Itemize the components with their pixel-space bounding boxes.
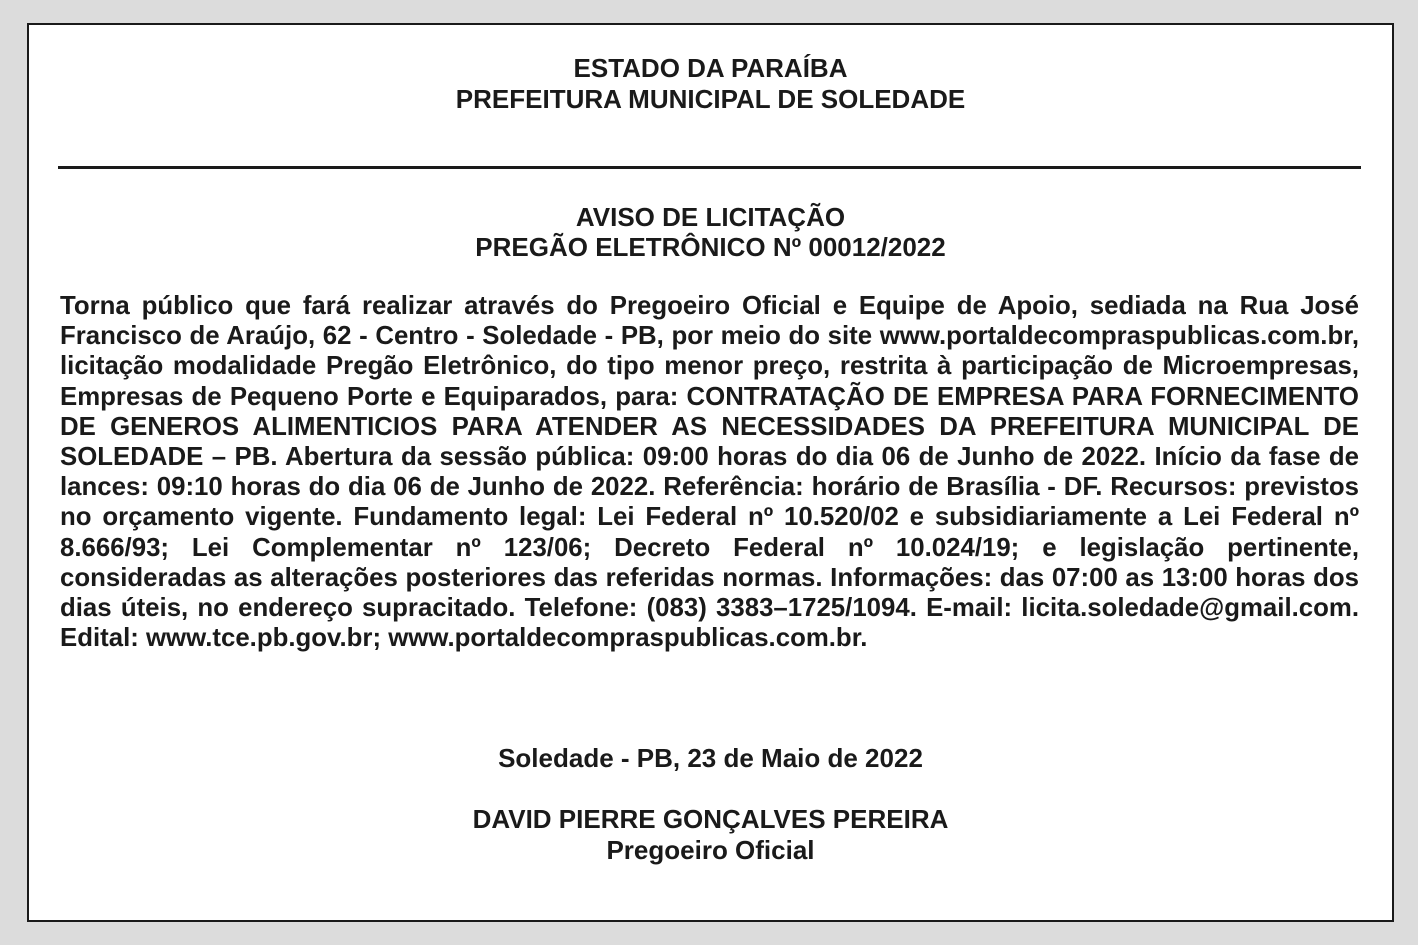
place-date: Soledade - PB, 23 de Maio de 2022 bbox=[498, 743, 923, 773]
signatory-role: Pregoeiro Oficial bbox=[606, 835, 815, 865]
notice-title: AVISO DE LICITAÇÃO bbox=[575, 202, 846, 232]
state-name: ESTADO DA PARAÍBA bbox=[573, 53, 848, 83]
notice-body: Torna público que fará realizar através do Pregoeiro Oficial e Equipe de Apoio, sediada na Rua José Francisco de Araújo, 62 - Centro - Soledade - PB, por meio do site www.portaldecompraspublicas.com.br, licitação modalidade Pregão Eletrônico, do tipo menor preço, restrita à participação de Microempresas, Empresas de Pequeno Porte e Equiparados, para: CONTRATAÇÃO DE EMPRESA PARA FORNECIMENTO DE GENEROS ALIMENTICIOS PARA ATENDER AS NECESSIDADES DA PREFEITURA MUNICIPAL DE SOLEDADE – PB. Abertura da sessão pública: 09:00 horas do dia 06 de Junho de 2022. Início da fase de lances: 09:10 horas do dia 06 de Junho de 2022. Referência: horário de Brasília - DF. Recursos: previstos no orçamento vigente. Fundamento legal: Lei Federal nº 10.520/02 e subsidiariamente a Lei Federal nº 8.666/93; Lei Complementar nº 123/06; Decreto Federal nº 10.024/19; e legislação pertinente, consideradas as alterações posteriores das referidas normas. Informações: das 07:00 as 13:00 horas dos dias úteis, no endereço supracitado. Telefone: (083) 3383–1725/1094. E-mail: licita.soledade@gmail.com. Edital: www.tce.pb.gov.br; www.portaldecompraspublicas.com.br. bbox=[60, 292, 1359, 653]
signatory-name: DAVID PIERRE GONÇALVES PEREIRA bbox=[472, 804, 949, 834]
notice-header bbox=[29, 53, 1392, 115]
notice-frame bbox=[27, 23, 1394, 922]
notice-title-block bbox=[29, 202, 1392, 262]
header-divider bbox=[58, 166, 1361, 169]
signature-block bbox=[29, 804, 1392, 866]
municipality-name: PREFEITURA MUNICIPAL DE SOLEDADE bbox=[455, 84, 966, 114]
notice-subtitle: PREGÃO ELETRÔNICO Nº 00012/2022 bbox=[475, 232, 946, 262]
